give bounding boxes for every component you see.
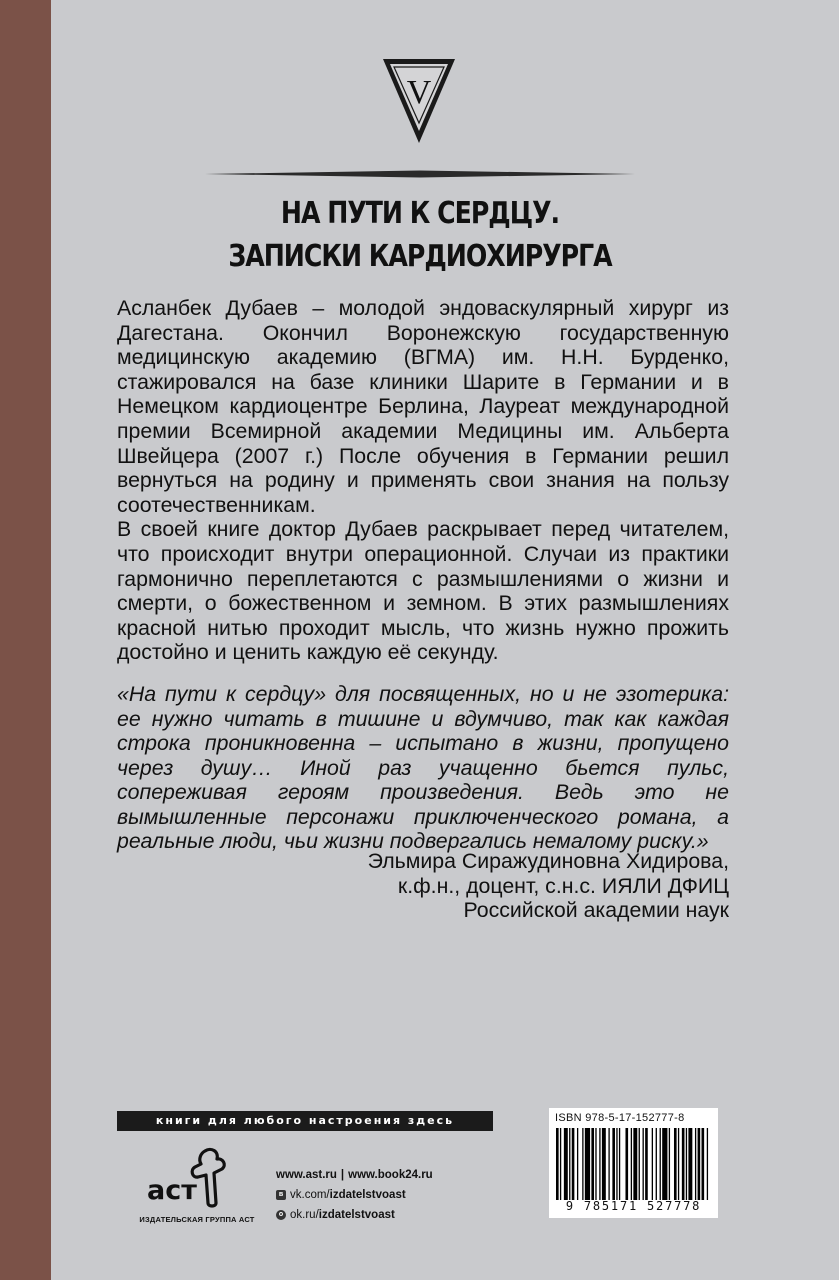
signature-organization: Российской академии наук [463,898,729,923]
publisher-links [276,1165,433,1225]
title-line-1: НА ПУТИ К СЕРДЦУ. [280,196,560,231]
isbn-barcode-block [549,1108,718,1218]
vk-handle: izdatelstvoast [329,1189,406,1201]
ast-site-link[interactable]: www.ast.ru [276,1169,337,1181]
isbn-digits: 9 785171 527778 [565,1199,702,1213]
title-line-2: ЗАПИСКИ КАРДИОХИРУРГА [228,239,612,274]
ok-icon: о [276,1210,286,1220]
book-title [168,192,672,278]
ok-handle: izdatelstvoast [318,1209,395,1221]
logo-letter: V [406,74,432,111]
decorative-divider [205,169,635,179]
book-description-paragraph: В своей книге доктор Дубаев раскрывает перед читателем, что происходит внутри операционной. Случаи из практики гармонично переплетаются с размышлениями о жизни и смерти, о божественном и земном. В этих размышлениях красной нитью проходит мысль, что жизнь нужно прожить достойно и ценить каждую её секунду. [117,517,729,665]
ok-prefix: ok.ru/ [290,1209,319,1221]
review-signature [368,849,729,923]
slogan-banner: книги для любого настроения здесь [117,1111,493,1131]
book24-site-link[interactable]: www.book24.ru [348,1169,433,1181]
links-separator: | [340,1169,345,1181]
ast-logo-icon [143,1143,243,1211]
review-quote: «На пути к сердцу» для посвященных, но и не эзотерика: ее нужно читать в тишине и вдумчиво, так как каждая строка проникновенна – испытано в жизни, пропущено через душу… Иной раз учащенно бьется пульс, сопереживая героям произведения. Ведь это не вымышленные персонажи приключенческого романа, а реальные люди, чьи жизни подвергались немалому риску.» [117,681,729,854]
ast-logo-text: аст [147,1175,197,1206]
barcode-image [554,1128,714,1200]
author-bio-paragraph: Асланбек Дубаев – молодой эндоваскулярный хирург из Дагестана. Окончил Воронежскую государственную медицинскую академию (ВГМА) им. Н.Н. Бурденко, стажировался на базе клиники Шарите в Германии и в Немецком кардиоцентре Берлина, Лауреат международной премии Всемирной академии Медицины им. Альберта Швейцера (2007 г.) После обучения в Германии решил вернуться на родину и применять свои знания на пользу соотечественникам. [117,296,729,517]
signature-position: к.ф.н., доцент, с.н.с. ИЯЛИ ДФИЦ [397,873,729,898]
vk-icon: в [276,1190,286,1200]
vk-prefix: vk.com/ [290,1189,330,1201]
ok-link[interactable] [276,1205,433,1225]
series-logo-icon [381,57,457,145]
publisher-imprint: ИЗДАТЕЛЬСКАЯ ГРУППА АСТ [139,1215,255,1224]
book-spine [0,0,51,1280]
signature-name: Эльмира Сиражудиновна Хидирова, [367,849,729,873]
annotation-text [117,296,729,854]
vk-link[interactable] [276,1185,433,1205]
website-links [276,1165,433,1185]
isbn-label: ISBN 978-5-17-152777-8 [555,1112,685,1124]
